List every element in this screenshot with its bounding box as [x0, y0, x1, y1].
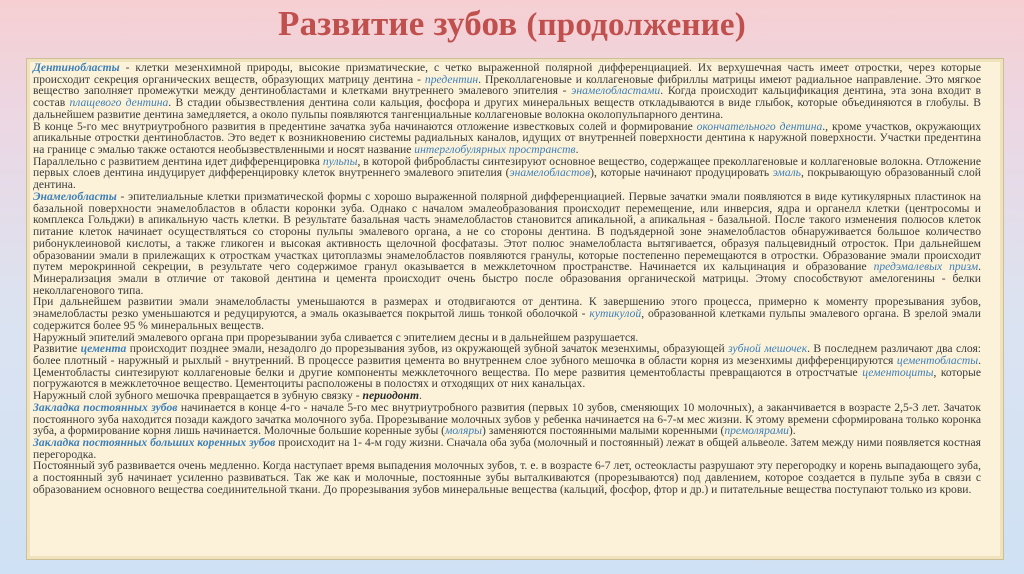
paragraph-permanent-development [33, 460, 981, 495]
text-run: , в которой фибробласты синтезируют основное вещество, содержащее преколлагеновые и коллагеновые волокна. Отложение первых слоев дентина индуцирует дифференцировку клеток внутреннего эмалевого эпителия ( [33, 154, 981, 180]
keyword: энамелобластами [571, 84, 661, 98]
text-run: Параллельно с развитием дентина идет дифференцировка [33, 154, 323, 168]
text-run: ), которые начинают продуцировать [590, 166, 773, 180]
term-enameloblasts: Энамелобласты [33, 189, 117, 203]
paragraph-enamel-maturation [33, 296, 981, 331]
keyword: энамелобластов [509, 166, 591, 180]
keyword: пульпы [322, 154, 358, 168]
body-text [33, 62, 981, 496]
keyword: премолярами [724, 424, 789, 438]
text-run: - клетки мезенхимной природы, высокие призматические, с четко выраженной полярной дифференциацией. Их верхушечная часть имеет отростки, через которые происходит секреция органических веществ, образующих матрицу дентина - [33, 61, 981, 86]
text-run: В конце 5-го мес внутриутробного развития в предентине зачатка зуба начинаются отложение известковых солей и формирование [33, 119, 697, 133]
term-large-molars: Закладка постоянных больших коренных зубов [33, 436, 276, 449]
text-run: . Преколлагеновые и коллагеновые фибриллы матрицы имеют радиальное направление. Это мягкое вещество заполняет промежутки между дентинобластами и клетками внутреннего эмалевого эпителия - [33, 72, 982, 98]
text-run: ., кроме участков, окружающих апикальные отростки дентинобластов. Это ведет к возникновению системы радиальных каналов, идущих от внутренней поверхности дентина к наружной поверхности. Участки предентина на границе с эмалью также остаются необызвествленными и носят название [33, 119, 981, 157]
slide-title [0, 4, 1024, 48]
text-run: При дальнейшем развитии эмали энамелобласты уменьшаются в размерах и отодвигаются от дентина. К завершению этого процесса, примерно к моменту прорезывания зубов, энамелобласты резко уменьшаются и редуцируются, а эмаль оказывается покрытой лишь тонкой оболочкой - [33, 295, 981, 321]
text-run: , покрывающую образованный слой дентина. [33, 166, 981, 192]
text-run: происходит позднее эмали, незадолго до прорезывания зубов, из окружающей зубной зачаток мезенхимы, образующей [126, 342, 729, 356]
keyword: эмаль [772, 166, 801, 180]
text-run: происходит на 1- 4-м году жизни. Сначала оба зуба (молочный и постоянный) лежат в общей альвеоле. Затем между ними появляется костная перегородка. [33, 436, 981, 461]
keyword: предэмалевых призм [873, 260, 979, 274]
slide-title-main: Развитие зубов [278, 4, 518, 43]
text-run: . [575, 143, 579, 157]
paragraph-cement [33, 343, 981, 390]
text-run: . [419, 389, 422, 403]
text-run: ) заменяются постоянными малыми коренными ( [482, 424, 725, 438]
text-run: Наружный слой зубного мешочка превращается в зубную связку - [33, 389, 363, 403]
text-run: Развитие [33, 342, 81, 356]
slide-title-sub: (продолжение) [526, 7, 746, 43]
term-permanent-teeth: Закладка постоянных зубов [33, 400, 178, 414]
paragraph-dentinoblasts [33, 62, 981, 121]
text-run: . В последнем различают два слоя: более плотный - наружный и рыхлый - внутренний. В процессе развития цемента во внутреннем слое зубного мешочка в области корня из мезенхимы дифференцируются [33, 342, 982, 367]
keyword-bold: периодонт [362, 389, 420, 403]
term-dentinoblasts: Дентинобласты [33, 61, 120, 74]
keyword: цементоциты [862, 365, 934, 379]
text-run: начинается в конце 4-го - начале 5-го мес внутриутробного развития (первых 10 зубов, сменяющих 10 молочных), а заканчивается в возрасте 2,5-3 лет. Зачаток постоянного зуба находится позади каждого зачатка молочного зуба. Прорезывание молочных зубов у ребенка начинается на 6-7-м мес жизни. К этому времени сформирована только коронка зуба, а формирование корня лишь начинается. Молочные большие коренные зубы ( [33, 400, 981, 438]
keyword: зубной мешочек [728, 342, 808, 356]
text-run: , образованной клетками пульпы эмалевого органа. В зрелой эмали содержится более 95 % минеральных веществ. [33, 307, 981, 332]
paragraph-large-molars [33, 437, 981, 460]
paragraph-final-dentin [33, 121, 981, 156]
paragraph-enameloblasts [33, 191, 981, 296]
keyword: окончательного дентина [696, 119, 823, 133]
keyword: кутикулой [589, 307, 642, 321]
paragraph-pulp [33, 156, 981, 191]
text-run: Наружный эпителий эмалевого органа при прорезывании зуба сливается с эпителием десны и в дальнейшем разрушается. [33, 330, 639, 344]
keyword-bold: цемента [80, 342, 127, 356]
keyword: плащевого дентина [69, 96, 169, 110]
text-run: . Минерализация эмали в отличие от таковой дентина и цемента происходит очень быстро после образования органической матрицы. Этому способствуют амелогенины - белки неколлагенового типа. [33, 260, 982, 297]
keyword: предентин [424, 72, 479, 86]
keyword: цементобласты [896, 353, 979, 367]
paragraph-permanent-teeth [33, 402, 981, 437]
keyword: интерглобулярных пространств [414, 143, 576, 157]
text-run: . В стадии обызвествления дентина соли кальция, фосфора и других минеральных веществ откладываются в виде глыбок, которые объединяются в глобулы. В дальнейшем развитие дентина замедляется, а около пульпы появляются тангенциальные коллагеновые волокна околопульпарного дентина. [33, 96, 981, 121]
text-run: , которые погружаются в межклеточное вещество. Цементоциты расположены в полостях и отходящих от них канальцах. [33, 365, 981, 391]
text-run: - эпителиальные клетки призматической формы с хорошо выраженной полярной дифференциацией. Первые зачатки эмали появляются в виде кутикулярных пластинок на базальной поверхности энамелобластов в области коронки зуба. Однако с началом эмалеобразования происходит перемещение, или инверсия, ядра и органелл клетки (центросомы и комплекса Гольджи) в апикальную часть клетки. В результате базальная часть энамелобластов становится апикальной, а апикальная - базальной. После такого изменения полюсов клеток питание клеток начинает осуществляться со стороны пульпы эмалевого органа, а не со стороны дентина. В подъядерной зоне энамелобластов обнаруживается большое количество рибонуклеиновой кислоты, а также гликоген и высокая активность щелочной фосфатазы. Этот полюс энамелобласта вытягивается, образуя пальцевидный отросток. При дальнейшем образовании эмали в прилежащих к отросткам участках цитоплазмы энамелобластов появляются гранулы, которые постепенно перемещаются в отростки. Образование эмали происходит путем мерокринной секреции, в результате чего содержимое гранул оказывается в межклеточном пространстве. Начинается их кальцинация и образование [33, 189, 981, 274]
text-run: ). [788, 424, 796, 438]
keyword: моляры [445, 424, 483, 438]
text-run: . Когда происходит кальцификация дентина, эта зона входит в состав [33, 84, 981, 110]
text-run: Постоянный зуб развивается очень медленно. Когда наступает время выпадения молочных зубов, т. е. в возрасте 6-7 лет, остеокласты разрушают эту перегородку и корень выпадающего зуба, а постоянный зуб начинает усиленно развиваться. Так же как и молочные, постоянные зубы выталкиваются (прорезываются) под давлением, которое создается в пульпе зуба в связи с образованием основного вещества соединительной ткани. До прорезывания зубов минеральные вещества (кальций, фосфор, фтор и др.) и питательные вещества поступают только из крови. [33, 459, 981, 496]
text-run: . Цементобласты синтезируют коллагеновые белки и другие компоненты межклеточного вещества. По мере развития цементобласты превращаются в отростчатые [33, 353, 981, 379]
